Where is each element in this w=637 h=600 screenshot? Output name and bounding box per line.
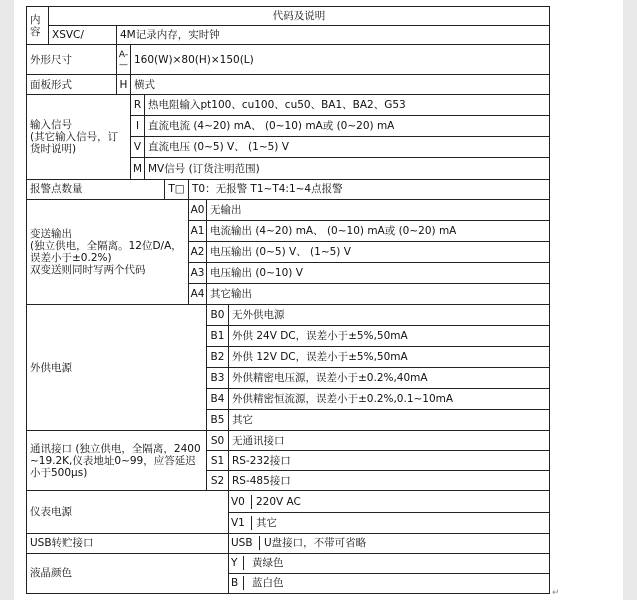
supply-desc: 外供精密电压源，误差小于±0.2%,40mA	[229, 368, 550, 389]
comm-desc: RS-232接口	[229, 451, 550, 471]
transmit-row	[27, 199, 550, 220]
input-row	[27, 95, 550, 116]
lcd-code: Y	[229, 556, 244, 570]
comm-desc: RS-485接口	[229, 471, 550, 491]
transmit-desc: 电流输出 (4~20) mA、 (0~10) mA或 (0~20) mA	[207, 220, 550, 241]
comm-row	[27, 431, 550, 451]
input-code: R	[131, 95, 145, 116]
comm-desc: 无通讯接口	[229, 431, 550, 451]
transmit-code: A3	[189, 262, 207, 283]
transmit-code: A0	[189, 199, 207, 220]
input-code: M	[131, 158, 145, 179]
lcd-desc: 黄绿色	[252, 557, 284, 570]
transmit-code: A4	[189, 283, 207, 304]
power-desc: 其它	[256, 516, 277, 529]
supply-desc: 无外供电源	[229, 304, 550, 325]
usb-code: USB	[229, 536, 260, 550]
input-code: V	[131, 137, 145, 158]
input-desc: 直流电压 (0~5) V、 (1~5) V	[145, 137, 550, 158]
lcd-option	[229, 573, 550, 593]
power-label: 仪表电源	[27, 491, 229, 533]
usb-option	[229, 533, 550, 553]
comm-code: S2	[207, 471, 229, 491]
paragraph-return-mark: ↵	[552, 588, 560, 598]
alarm-desc: T0：无报警 T1~T4:1~4点报警	[189, 179, 550, 199]
alarm-row	[27, 179, 550, 199]
power-option	[229, 491, 550, 512]
lcd-option	[229, 553, 550, 573]
transmit-desc: 其它输出	[207, 283, 550, 304]
supply-row	[27, 304, 550, 325]
panel-label: 面板形式	[27, 75, 117, 95]
header-title: 代码及说明	[49, 7, 550, 26]
transmit-code: A1	[189, 220, 207, 241]
header-row	[27, 7, 550, 26]
supply-code: B4	[207, 389, 229, 410]
dimensions-value: 160(W)×80(H)×150(L)	[131, 45, 550, 75]
usb-desc: U盘接口，不带可省略	[264, 537, 367, 550]
lcd-row	[27, 553, 550, 573]
panel-row	[27, 75, 550, 95]
transmit-label: 变送输出 (独立供电，全隔离。12位D/A，误差小于±0.2%) 双变送则同时写两个代码	[27, 199, 189, 304]
order-code-table	[26, 6, 550, 594]
supply-desc: 外供精密恒流源，误差小于±0.2%,0.1~10mA	[229, 389, 550, 410]
supply-desc: 外供 24V DC，误差小于±5%,50mA	[229, 325, 550, 346]
supply-desc: 其它	[229, 410, 550, 431]
power-code: V1	[229, 516, 252, 530]
model-row	[27, 26, 550, 45]
supply-code: B5	[207, 410, 229, 431]
input-desc: 热电阻输入pt100、cu100、cu50、BA1、BA2、G53	[145, 95, 550, 116]
input-code: I	[131, 116, 145, 137]
transmit-code: A2	[189, 241, 207, 262]
header-label: 内容	[27, 7, 49, 45]
transmit-desc: 无输出	[207, 199, 550, 220]
supply-code: B2	[207, 347, 229, 368]
supply-code: B3	[207, 368, 229, 389]
panel-value: 横式	[131, 75, 550, 95]
supply-code: B0	[207, 304, 229, 325]
power-option	[229, 512, 550, 533]
alarm-label: 报警点数量	[27, 179, 165, 199]
transmit-desc: 电压输出 (0~10) V	[207, 262, 550, 283]
input-label: 输入信号 (其它输入信号，订货时说明)	[27, 95, 131, 179]
dimensions-label: 外形尺寸	[27, 45, 117, 75]
usb-label: USB转贮接口	[27, 533, 229, 553]
model-code: XSVC/	[49, 26, 117, 45]
supply-desc: 外供 12V DC，误差小于±5%,50mA	[229, 347, 550, 368]
power-code: V0	[229, 495, 252, 509]
dimensions-row	[27, 45, 550, 75]
lcd-desc: 蓝白色	[252, 577, 284, 590]
comm-label: 通讯接口 (独立供电，全隔离，2400~19.2K,仪表地址0~99，应答延迟小于500μs)	[27, 431, 207, 491]
comm-code: S0	[207, 431, 229, 451]
power-row	[27, 491, 550, 512]
model-desc: 4M记录内存，实时钟	[117, 26, 550, 45]
power-desc: 220V AC	[256, 495, 301, 508]
alarm-code: T□	[165, 179, 189, 199]
lcd-label: 液晶颜色	[27, 553, 229, 593]
dimensions-code: A-—	[117, 45, 131, 75]
comm-code: S1	[207, 451, 229, 471]
input-desc: MV信号 (订货注明范围)	[145, 158, 550, 179]
input-desc: 直流电流 (4~20) mA、 (0~10) mA或 (0~20) mA	[145, 116, 550, 137]
lcd-code: B	[229, 576, 244, 590]
panel-code: H	[117, 75, 131, 95]
supply-label: 外供电源	[27, 304, 207, 430]
supply-code: B1	[207, 325, 229, 346]
transmit-desc: 电压输出 (0~5) V、 (1~5) V	[207, 241, 550, 262]
usb-row	[27, 533, 550, 553]
